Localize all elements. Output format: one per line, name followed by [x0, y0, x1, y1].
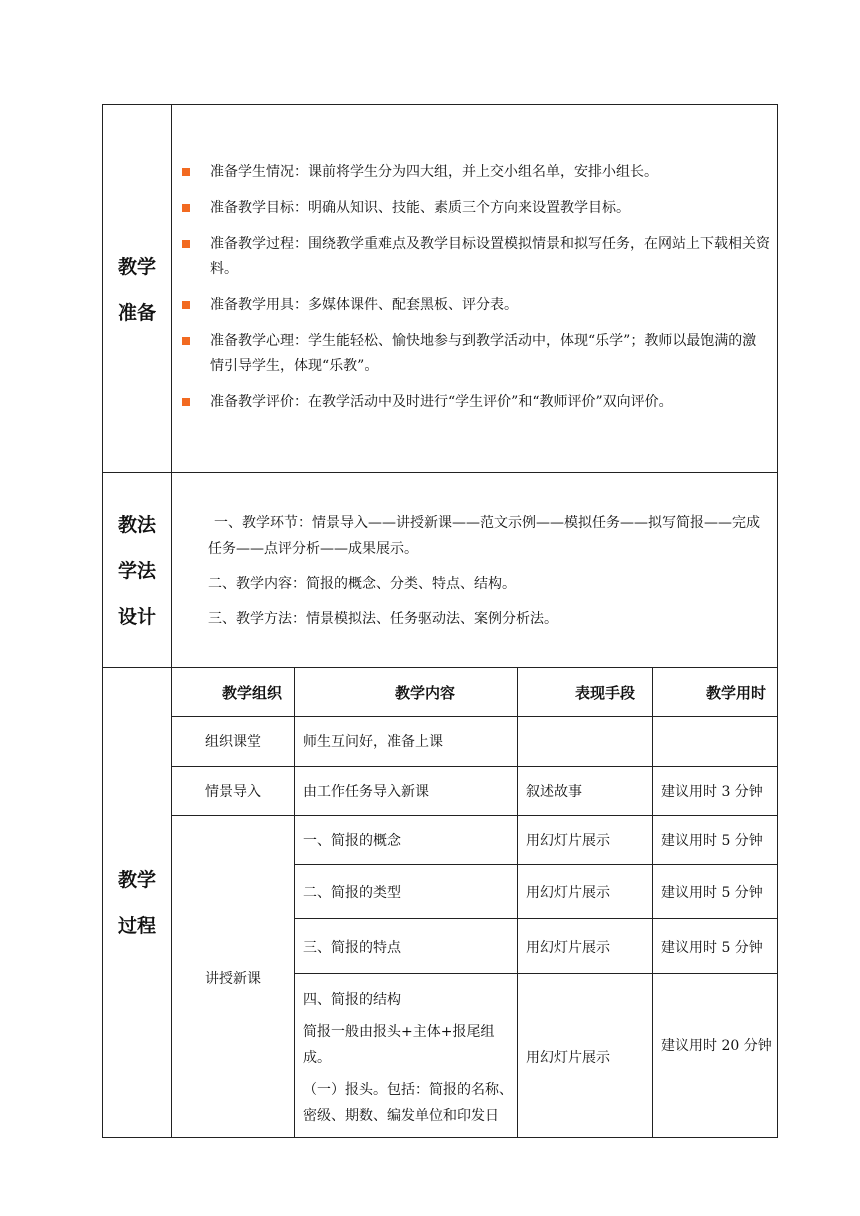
method-design	[208, 510, 773, 641]
prep-item: 准备教学用具：多媒体课件、配套黑板、评分表。	[180, 293, 770, 318]
process-label-line1: 教学	[117, 869, 156, 891]
row-divider	[171, 716, 778, 717]
time-cell: 建议用时 5 分钟	[661, 940, 763, 956]
method-label-line2: 学法	[117, 560, 156, 582]
row-divider	[294, 864, 778, 865]
structure-header-text: （一）报头。包括：简报的名称、密级、期数、编发单位和印发日	[303, 1082, 513, 1124]
row-divider	[102, 667, 778, 668]
structure-heading: 四、简报的结构	[303, 992, 401, 1008]
header-means: 表现手段	[574, 684, 635, 702]
method-label-line1: 教法	[117, 514, 156, 536]
means-cell: 用幻灯片展示	[526, 940, 610, 956]
row-divider	[102, 472, 778, 473]
header-time: 教学用时	[705, 684, 766, 702]
content-cell: 师生互问好，准备上课	[303, 734, 443, 750]
row-divider	[294, 973, 778, 974]
content-cell: 三、简报的特点	[303, 940, 401, 956]
row-divider	[171, 766, 778, 767]
header-content: 教学内容	[394, 684, 455, 702]
means-cell: 用幻灯片展示	[526, 885, 610, 901]
column-divider	[294, 667, 295, 1138]
method-line: 三、教学方法：情景模拟法、任务驱动法、案例分析法。	[208, 611, 558, 627]
time-cell: 建议用时 3 分钟	[661, 784, 763, 800]
prep-list	[180, 160, 770, 426]
org-cell-lecture: 讲授新课	[205, 971, 261, 987]
method-line: 一、教学环节：情景导入——讲授新课——范文示例——模拟任务——拟写简报——完成任务——点评分析——成果展示。	[208, 515, 760, 557]
column-divider	[652, 667, 653, 1138]
content-cell-structure	[303, 987, 513, 1129]
prep-label-line2: 准备	[117, 302, 156, 324]
prep-item: 准备教学过程：围绕教学重难点及教学目标设置模拟情景和拟写任务，在网站上下载相关资料。	[180, 232, 770, 282]
row-divider	[171, 815, 778, 816]
means-cell: 用幻灯片展示	[526, 833, 610, 849]
row-divider	[294, 918, 778, 919]
process-label	[103, 857, 171, 949]
method-label	[103, 502, 171, 640]
content-cell: 一、简报的概念	[303, 833, 401, 849]
time-cell: 建议用时 5 分钟	[661, 833, 763, 849]
prep-item: 准备教学目标：明确从知识、技能、素质三个方向来设置教学目标。	[180, 196, 770, 221]
content-cell: 二、简报的类型	[303, 885, 401, 901]
method-line: 二、教学内容：简报的概念、分类、特点、结构。	[208, 576, 516, 592]
prep-label-line1: 教学	[117, 256, 156, 278]
prep-label	[103, 244, 171, 336]
prep-item: 准备教学心理：学生能轻松、愉快地参与到教学活动中，体现“乐学”；教师以最饱满的激情引导学生，体现“乐教”。	[180, 329, 770, 379]
time-cell: 建议用时 20 分钟	[661, 1038, 772, 1054]
means-cell: 叙述故事	[526, 784, 582, 800]
prep-item: 准备学生情况：课前将学生分为四大组，并上交小组名单，安排小组长。	[180, 160, 770, 185]
process-label-line2: 过程	[117, 915, 156, 937]
structure-text: 简报一般由报头+主体+报尾组成。	[303, 1024, 495, 1066]
content-cell: 由工作任务导入新课	[303, 784, 429, 800]
header-org: 教学组织	[221, 684, 282, 702]
means-cell: 用幻灯片展示	[526, 1050, 610, 1066]
org-cell: 情景导入	[205, 784, 261, 800]
prep-item: 准备教学评价：在教学活动中及时进行“学生评价”和“教师评价”双向评价。	[180, 390, 770, 415]
column-divider	[517, 667, 518, 1138]
org-cell: 组织课堂	[205, 734, 261, 750]
time-cell: 建议用时 5 分钟	[661, 885, 763, 901]
method-label-line3: 设计	[117, 606, 156, 628]
